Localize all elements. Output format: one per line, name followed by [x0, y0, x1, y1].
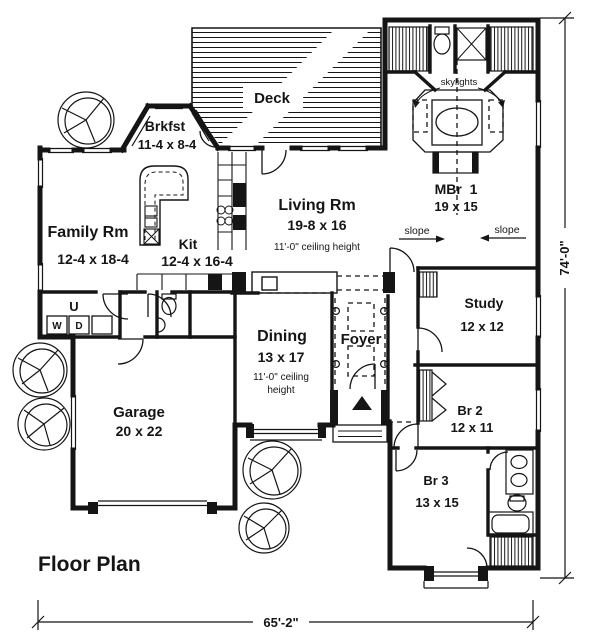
- br3-label: Br 3: [423, 473, 449, 488]
- vanity: [506, 450, 533, 494]
- fireplace: [232, 272, 395, 293]
- half-bath-fixtures: [158, 294, 176, 332]
- br2-closet: [419, 370, 432, 421]
- family-label: Family Rm: [47, 224, 129, 241]
- deck-area: [192, 28, 381, 146]
- linen-closet: [419, 272, 437, 297]
- br2-label: Br 2: [457, 403, 483, 418]
- living-label: Living Rm: [278, 197, 356, 214]
- tree: [239, 503, 289, 553]
- toilet: [508, 495, 526, 511]
- slope-right-label: slope: [494, 224, 520, 236]
- utility-label: U: [69, 299, 79, 314]
- garage-size: 20 x 22: [115, 423, 163, 439]
- br2-size: 12 x 11: [450, 420, 494, 435]
- kitchen-size: 12-4 x 16-4: [161, 253, 233, 269]
- breakfast-label: Brkfst: [144, 118, 186, 134]
- dining-label: Dining: [257, 328, 307, 345]
- master-toilet: [434, 27, 450, 54]
- br3-bay-window: [424, 566, 488, 588]
- slope-left-label: slope: [404, 225, 430, 237]
- kitchen-fixtures: [137, 152, 246, 290]
- br3-closet: [490, 537, 533, 566]
- page-title: Floor Plan: [38, 553, 141, 576]
- master-closet-left: [389, 27, 428, 71]
- closets: [419, 272, 533, 566]
- width-dimension-label: 65'-2": [263, 615, 299, 630]
- living-size: 19-8 x 16: [287, 217, 347, 233]
- garage-door: [88, 501, 217, 514]
- master-label: MBr 1: [434, 181, 478, 197]
- dryer-label: D: [75, 321, 83, 332]
- dining-size: 13 x 17: [257, 349, 305, 365]
- br3-bath-fixtures: [488, 450, 533, 536]
- whirlpool-tub: [413, 90, 503, 152]
- tub-step: [433, 152, 478, 173]
- washer-label: W: [52, 321, 62, 332]
- height-dimension-label: 74'-0": [557, 240, 572, 276]
- living-ceiling-note: 11'-0" ceiling height: [274, 242, 360, 253]
- br3-size: 13 x 15: [415, 495, 459, 510]
- deck-label: Deck: [254, 90, 290, 107]
- entry-porch: [330, 390, 389, 442]
- study-label: Study: [464, 295, 504, 311]
- dining-ceiling-note-1: 11'-0" ceiling: [253, 372, 309, 383]
- master-shower: [457, 28, 486, 60]
- dining-bay-window: [246, 424, 326, 440]
- master-size: 19 x 15: [434, 199, 478, 214]
- entry-arrow: [352, 396, 372, 410]
- tree: [58, 92, 114, 148]
- master-suite-fixtures: [389, 27, 533, 173]
- foyer-label: Foyer: [340, 331, 382, 348]
- study-size: 12 x 12: [460, 319, 504, 334]
- tree: [18, 398, 70, 450]
- kitchen-label: Kit: [178, 236, 198, 252]
- skylights-label: skylights: [440, 77, 478, 88]
- master-closet-right: [490, 27, 533, 71]
- dining-ceiling-note-2: height: [267, 385, 295, 396]
- br2-bifold-doors: [432, 372, 446, 421]
- porch-steps: [333, 425, 387, 442]
- family-size: 12-4 x 18-4: [57, 251, 129, 267]
- tree: [13, 343, 67, 397]
- garage-label: Garage: [113, 404, 165, 421]
- tree: [243, 441, 301, 499]
- breakfast-size: 11-4 x 8-4: [137, 137, 197, 152]
